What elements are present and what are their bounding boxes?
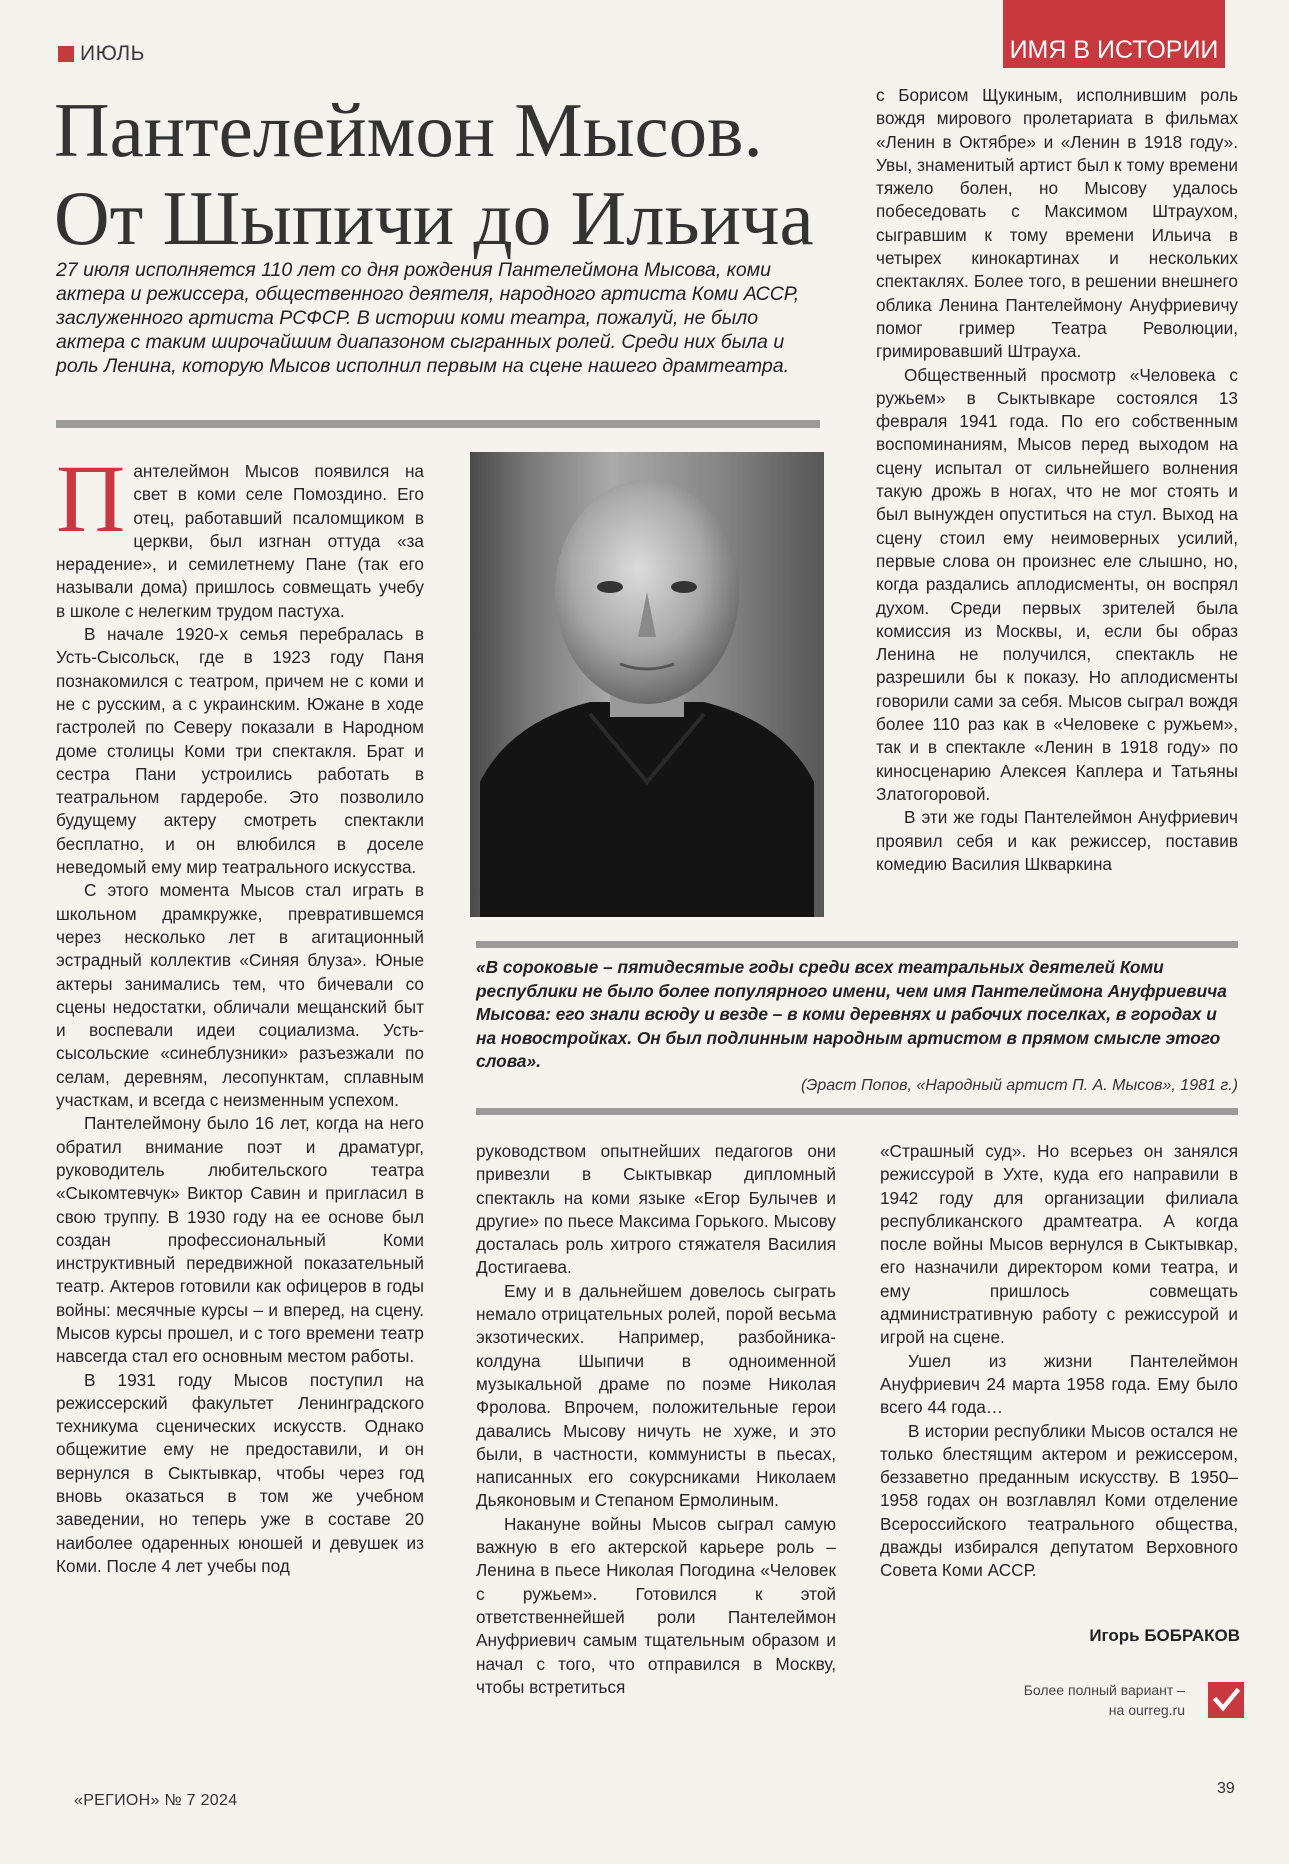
page-title — [54, 86, 854, 262]
headline-line-2: От Шыпичи до Ильича — [54, 175, 814, 261]
rubric-label: ИМЯ В ИСТОРИИ — [1009, 36, 1219, 64]
paragraph: Общественный просмотр «Человека с ружьем» в Сыктывкаре состоялся 13 февраля 1941 года. По его собственным воспоминаниям, Мысов перед выходом на сцену испытал от сильнейшего волнения такую дрожь в ногах, что не мог стоять и был вынужден опуститься на стул. Выход на сцену стоил ему неимоверных усилий, первые слова он произнес еле слышно, но, когда раздались аплодисменты, он воспрял духом. Среди первых зрителей была комиссия из Москвы, и, если бы образ Ленина не получился, спектакль не разрешили бы к показу. Но аплодисменты говорили сами за себя. Мысов сыграл вождя более 110 раз как в «Человеке с ружьем», так и в спектакле «Ленин в 1918 году» по киносценарию Алексея Каплера и Татьяны Златогоровой. — [876, 364, 1238, 804]
magazine-footer: «РЕГИОН» № 7 2024 — [74, 1792, 238, 1809]
paragraph: В истории республики Мысов остался не только блестящим актером и режиссером, беззаветно преданным искусству. В 1950–1958 годах он возглавлял Коми отделение Всероссийского театрального общества, дважды избирался депутатом Верховного Совета Коми АССР. — [880, 1420, 1238, 1581]
paragraph — [56, 445, 424, 623]
page-number: 39 — [1217, 1780, 1235, 1797]
paragraph: С этого момента Мысов стал играть в школьном драмкружке, превратившемся через несколько лет в агитационный эстрадный коллектив «Синяя блуза». Юные актеры занимались тем, что бичевали со сцены недостатки, обличали мещанский быт и воспевали идеи социализма. Усть-сысольские «синеблузники» разъезжали по селам, деревням, лесопунктам, сплавным участкам, и всегда с неизменным успехом. — [56, 880, 424, 1111]
paragraph: Пантелеймону было 16 лет, когда на него обратил внимание поэт и драматург, руководитель любительского театра «Сыкомтевчук» Виктор Савин и пригласил в свою труппу. В 1930 году на ее основе был создан профессиональный Коми инструктивный передвижной показательный театр. Актеров готовили как офицеров в годы войны: месячные курсы – и вперед, на сцену. Мысов курсы прошел, и с того времени театр навсегда стал его основным местом работы. — [56, 1113, 424, 1367]
lead-paragraph: 27 июля исполняется 110 лет со дня рождения Пантелеймона Мысова, коми актера и режиссера, общественного деятеля, народного артиста Коми АССР, заслуженного артиста РСФСР. В истории коми театра, пожалуй, не было актера с таким широчайшим диапазоном сыгранных ролей. Среди них была и роль Ленина, которую Мысов исполнил первым на сцене нашего драмтеатра. — [56, 259, 800, 377]
author-name: Игорь БОБРАКОВ — [1089, 1626, 1240, 1645]
pull-quote: «В сороковые – пятидесятые годы среди всех театральных деятелей Коми республики не было более популярного имени, чем имя Пантелеймона Ануфриевича Мысова: его знали всюду и везде – в коми деревнях и рабочих поселках, в городах и на новостройках. Он был подлинным народным артистом в прямом смысле этого слова». — [476, 957, 1227, 1071]
portrait-photo — [470, 452, 824, 917]
paragraph: В начале 1920-х семья перебралась в Усть-Сысольск, где в 1923 году Паня познакомился с театром, причем не с коми и не с русским, а с украинским. Южане в ходе гастролей по Северу показали в Народном доме столицы Коми три спектакля. Брат и сестра Пани устроились работать в театральном гардеробе. Это позволило будущему актеру смотреть спектакли бесплатно, и он влюбился в доселе неведомый ему мир театрального искусства. — [56, 624, 424, 878]
paragraph: руководством опытнейших педагогов они привезли в Сыктывкар дипломный спектакль на коми языке «Егор Булычев и другие» по пьесе Максима Горького. Мысову досталась роль хитрого стяжателя Василия Достигаева. — [476, 1141, 836, 1278]
article-column-3 — [880, 1140, 1238, 1583]
portrait-illustration — [470, 452, 824, 917]
paragraph: В эти же годы Пантелеймон Ануфриевич проявил себя и как режиссер, поставив комедию Василия Шкваркина — [876, 807, 1238, 874]
paragraph: Ушел из жизни Пантелеймон Ануфриевич 24 марта 1958 года. Ему было всего 44 года… — [880, 1350, 1238, 1418]
section-tag — [58, 42, 145, 66]
more-info-link[interactable]: на ourreg.ru — [1108, 1702, 1185, 1718]
paragraph: Накануне войны Мысов сыграл самую важную в его актерской карьере роль – Ленина в пьесе Николая Погодина «Человек с ружьем». Готовился к этой ответственнейшей роли Пантелеймон Ануфриевич самым тщательным образом и начал с того, что отправился в Москву, чтобы встретиться — [476, 1513, 836, 1697]
article-column-right — [876, 84, 1238, 876]
paragraph-text: антелеймон Мысов появился на свет в коми селе Помоздино. Его отец, работавший псаломщиком в церкви, был изгнан оттуда «за нерадение», и семилетнему Пане (так его называли дома) пришлось совмещать учебу в школе с нелегким трудом пастуха. — [56, 461, 424, 621]
rubric-badge — [1003, 0, 1225, 68]
paragraph: с Борисом Щукиным, исполнившим роль вождя мирового пролетариата в фильмах «Ленин в Октябре» и «Ленин в 1918 году». Увы, знаменитый артист был к тому времени тяжело болен, но Мысову удалось побеседовать с Максимом Штраухом, сыгравшим к тому времени Ильича в четырех кинокартинах и нескольких спектаклях. Более того, в решении внешнего облика Ленина Пантелеймону Ануфриевичу помог гример Театра Революции, гримировавший Штрауха. — [876, 85, 1238, 362]
checkmark-icon — [1208, 1682, 1244, 1718]
paragraph: В 1931 году Мысов поступил на режиссерский факультет Ленинградского техникума сценических искусств. Однако общежитие ему не предоставили, и он вернулся в Сыктывкар, чтобы через год вновь оказаться в том же учебном заведении, но теперь уже в составе 20 наиболее одаренных юношей и девушек из Коми. После 4 лет учебы под — [56, 1369, 424, 1576]
paragraph: «Страшный суд». Но всерьез он занялся режиссурой в Ухте, куда его направили в 1942 году для организации филиала республиканского драмтеатра. А когда после войны Мысов вернулся в Сыктывкар, его назначили директором коми театра, и ему пришлось совмещать административную работу с режиссурой и игрой на сцене. — [880, 1141, 1238, 1348]
headline-line-1: Пантелеймон Мысов. — [54, 87, 763, 173]
paragraph: Ему и в дальнейшем довелось сыграть немало отрицательных ролей, порой весьма экзотических. Например, разбойника-колдуна Шыпичи в одноименной музыкальной драме по поэме Николая Фролова. Впрочем, положительные герои давались Мысову ничуть не хуже, и это были, в частности, коммунисты в пьесах, написанных его сокурсниками Николаем Дьяконовым и Степаном Ермолиным. — [476, 1280, 836, 1511]
more-info-line-1: Более полный вариант – — [1023, 1682, 1185, 1698]
quote-source: (Эраст Попов, «Народный артист П. А. Мысов», 1981 г.) — [800, 1077, 1238, 1094]
quote-bottom-rule — [476, 1108, 1238, 1115]
more-info-note — [980, 1680, 1185, 1720]
drop-cap: П — [56, 445, 126, 552]
section-label: ИЮЛЬ — [80, 42, 145, 65]
divider-rule — [56, 420, 820, 428]
red-square-icon — [58, 46, 74, 62]
article-column-2 — [476, 1140, 836, 1699]
article-column-1 — [56, 445, 424, 1578]
quote-top-rule — [476, 941, 1238, 948]
